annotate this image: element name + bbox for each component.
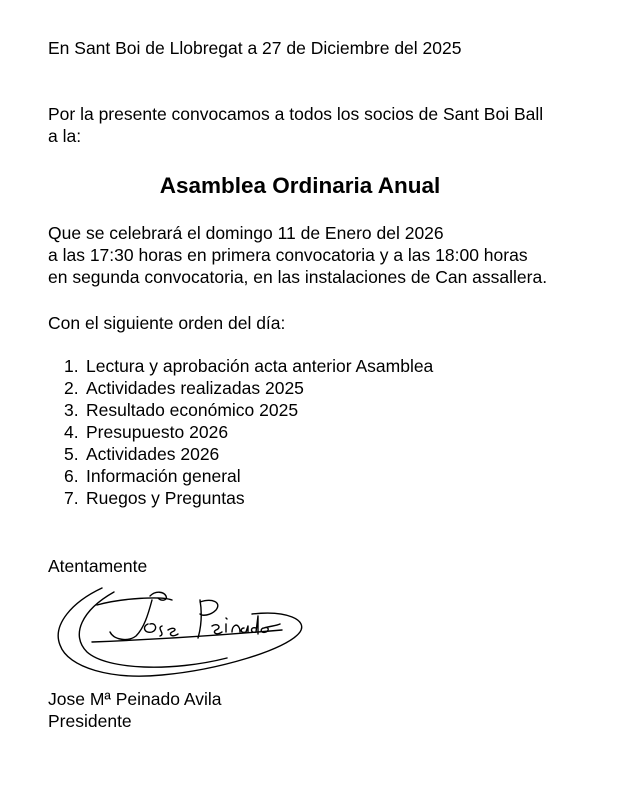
letter-date: En Sant Boi de Llobregat a 27 de Diciembre del 2025 (48, 38, 462, 58)
agenda-item-text: Lectura y aprobación acta anterior Asamblea (86, 356, 434, 376)
agenda-item-number: 3. (64, 400, 79, 420)
closing-text: Atentamente (48, 556, 148, 576)
convocation-line: a las 17:30 horas en primera convocatoria y a las 18:00 horas (48, 245, 528, 265)
intro-line: a la: (48, 126, 82, 146)
agenda-item (64, 443, 433, 465)
agenda-item-number: 6. (64, 466, 79, 486)
agenda-item (64, 487, 433, 509)
signer-role: Presidente (48, 711, 132, 731)
signature-letter-stroke (97, 598, 172, 640)
convocation-line: en segunda convocatoria, en las instalaciones de Can assallera. (48, 267, 548, 287)
agenda-intro: Con el siguiente orden del día: (48, 313, 286, 333)
agenda-item-text: Presupuesto 2026 (86, 422, 229, 442)
agenda-item-text: Resultado económico 2025 (86, 400, 299, 420)
agenda-item (64, 421, 433, 443)
agenda-item-number: 2. (64, 378, 79, 398)
convocation-paragraph (48, 222, 618, 288)
signer-block (48, 688, 221, 732)
agenda-item-text: Actividades realizadas 2025 (86, 378, 304, 398)
agenda-item-text: Actividades 2026 (86, 444, 220, 464)
agenda-item (64, 355, 433, 377)
agenda-item-number: 5. (64, 444, 79, 464)
agenda-item-number: 7. (64, 488, 79, 508)
signature-underline (92, 630, 282, 642)
agenda-item (64, 399, 433, 421)
signer-name: Jose Mª Peinado Avila (48, 689, 222, 709)
intro-paragraph (48, 103, 618, 147)
agenda-list (64, 355, 433, 509)
agenda-item-number: 4. (64, 422, 79, 442)
assembly-title: Asamblea Ordinaria Anual (159, 173, 441, 198)
agenda-item (64, 377, 433, 399)
agenda-item (64, 465, 433, 487)
intro-line: Por la presente convocamos a todos los socios de Sant Boi Ball (48, 104, 544, 124)
agenda-item-text: Ruegos y Preguntas (86, 488, 245, 508)
handwritten-signature (52, 580, 307, 685)
convocation-line: Que se celebrará el domingo 11 de Enero del 2026 (48, 223, 444, 243)
signature-letter-stroke (145, 624, 178, 636)
agenda-item-text: Información general (86, 466, 241, 486)
agenda-item-number: 1. (64, 356, 79, 376)
